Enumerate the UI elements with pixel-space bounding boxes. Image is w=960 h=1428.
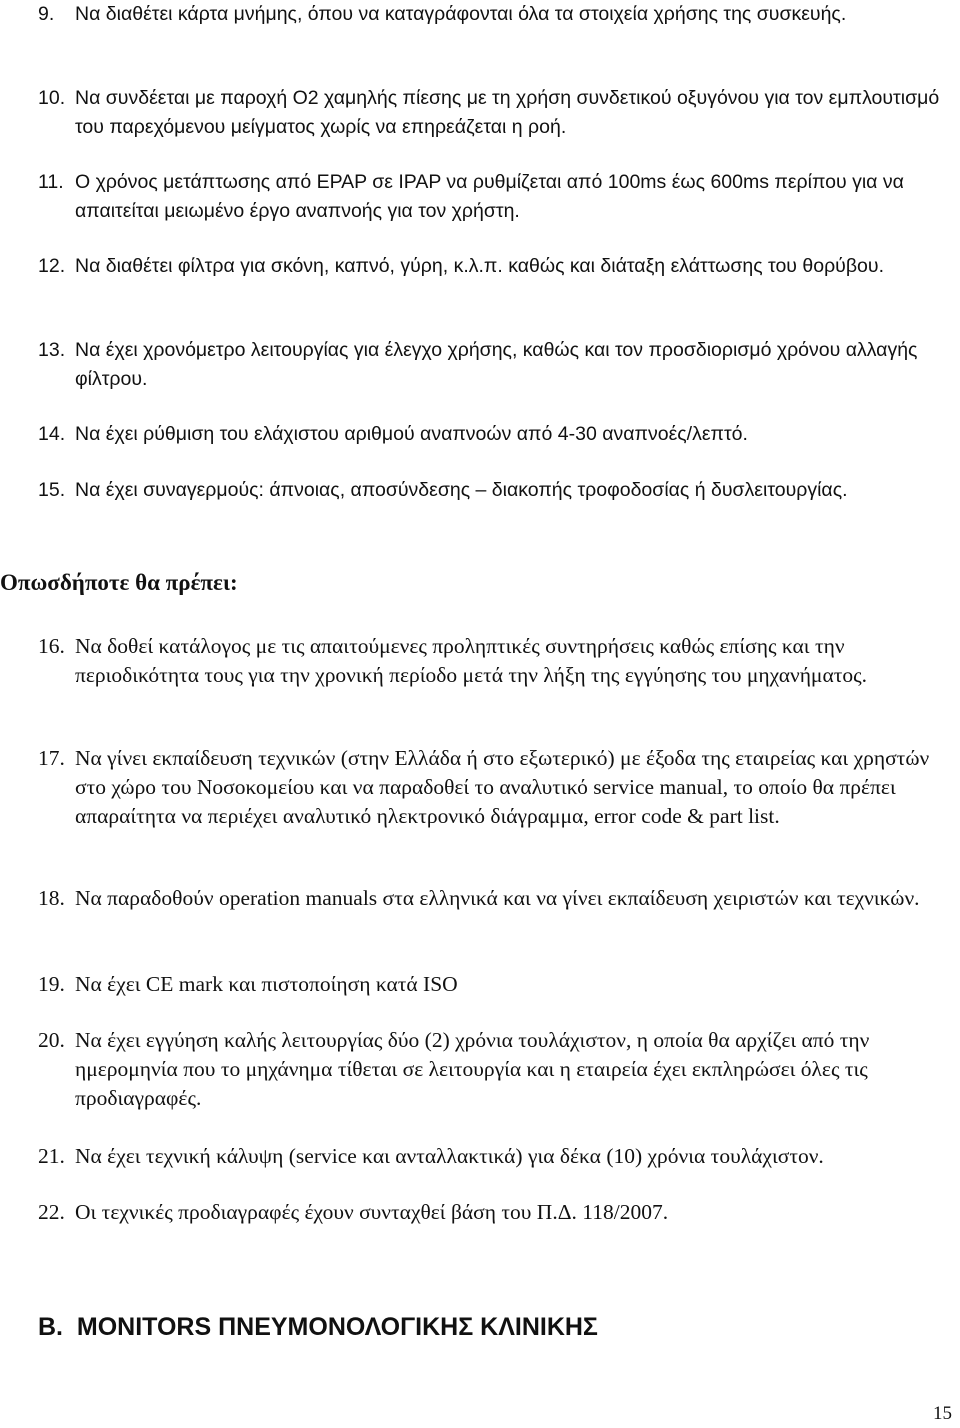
item-text: Να έχει εγγύηση καλής λειτουργίας δύο (2) χρόνια τουλάχιστον, η οποία θα αρχίζει από την ημερομηνία που το μηχάνημα τίθεται σε λειτουργία και η εταιρεία έχει εκπληρώσει όλες τις προδιαγραφές.: [75, 1028, 870, 1110]
item-number: 14.: [38, 423, 66, 445]
item-text: Να διαθέτει κάρτα μνήμης, όπου να καταγράφονται όλα τα στοιχεία χρήσης της συσκευής.: [75, 3, 847, 25]
page-number: 15: [933, 1403, 952, 1424]
item-text: Να συνδέεται με παροχή Ο2 χαμηλής πίεσης με τη χρήση συνδετικού οξυγόνου για τον εμπλουτισμό του παρεχόμενου μείγματος χωρίς να επηρεάζεται η ροή.: [75, 87, 940, 138]
item-text: Να δοθεί κατάλογος με τις απαιτούμενες προληπτικές συντηρήσεις καθώς επίσης και την περιοδικότητα τους για την χρονική περίοδο μετά την λήξη της εγγύησης του μηχανήματος.: [75, 634, 868, 687]
item-number: 22.: [38, 1200, 65, 1224]
item-number: 15.: [38, 479, 66, 501]
item-text: Να παραδοθούν operation manuals στα ελληνικά και να γίνει εκπαίδευση χειριστών και τεχνικών.: [75, 886, 920, 910]
list-item-11: [38, 168, 950, 226]
list-item-9: [38, 0, 950, 29]
list-item-10: [38, 84, 950, 142]
list-item-14: [38, 420, 950, 449]
list-item-15: [38, 476, 950, 505]
list-item-20: [38, 1026, 950, 1113]
item-text: Ο χρόνος μετάπτωσης από EPAP σε IPAP να ρυθμίζεται από 100ms έως 600ms περίπου για να απαιτείται μειωμένο έργο αναπνοής για τον χρήστη.: [75, 171, 904, 222]
item-number: 21.: [38, 1144, 65, 1168]
list-item-18: [38, 884, 950, 913]
list-item-22: [38, 1198, 950, 1227]
item-number: 16.: [38, 634, 65, 658]
item-text: Να έχει CE mark και πιστοποίηση κατά ISO: [75, 972, 458, 996]
item-text: Οι τεχνικές προδιαγραφές έχουν συνταχθεί βάση του Π.Δ. 118/2007.: [75, 1200, 669, 1224]
list-item-12: [38, 252, 950, 281]
item-number: 11.: [38, 171, 64, 193]
item-number: 9.: [38, 3, 55, 25]
item-text: Να γίνει εκπαίδευση τεχνικών (στην Ελλάδα ή στο εξωτερικό) με έξοδα της εταιρείας και χρηστών στο χώρο του Νοσοκομείου και να παραδοθεί το αναλυτικό service manual, το οποίο θα πρέπει απαραίτητα να περιέχει αναλυτικό ηλεκτρονικό διάγραμμα, error code & part list.: [75, 746, 930, 828]
list-item-21: [38, 1142, 950, 1171]
item-text: Να έχει τεχνική κάλυψη (service και ανταλλακτικά) για δέκα (10) χρόνια τουλάχιστον.: [75, 1144, 824, 1168]
item-number: 20.: [38, 1028, 65, 1052]
list-item-13: [38, 336, 950, 394]
item-number: 13.: [38, 339, 66, 361]
section-heading: Οπωσδήποτε θα πρέπει:: [0, 570, 238, 595]
list-item-19: [38, 970, 950, 999]
item-number: 18.: [38, 886, 65, 910]
item-text: Να έχει χρονόμετρο λειτουργίας για έλεγχο χρήσης, καθώς και τον προσδιορισμό χρόνου αλλαγής φίλτρου.: [75, 339, 918, 390]
item-number: 10.: [38, 87, 66, 109]
item-text: Να διαθέτει φίλτρα για σκόνη, καπνό, γύρη, κ.λ.π. καθώς και διάταξη ελάττωσης του θορύβου.: [75, 255, 884, 277]
item-text: Να έχει ρύθμιση του ελάχιστου αριθμού αναπνοών από 4-30 αναπνοές/λεπτό.: [75, 423, 748, 445]
list-item-16: [38, 632, 950, 690]
list-item-17: [38, 744, 950, 831]
item-number: 19.: [38, 972, 65, 996]
part-heading: Β. MONITORS ΠΝΕΥΜΟΝΟΛΟΓΙΚΗΣ ΚΛΙΝΙΚΗΣ: [38, 1313, 598, 1341]
item-number: 12.: [38, 255, 66, 277]
item-text: Να έχει συναγερμούς: άπνοιας, αποσύνδεσης – διακοπής τροφοδοσίας ή δυσλειτουργίας.: [75, 479, 848, 501]
item-number: 17.: [38, 746, 65, 770]
